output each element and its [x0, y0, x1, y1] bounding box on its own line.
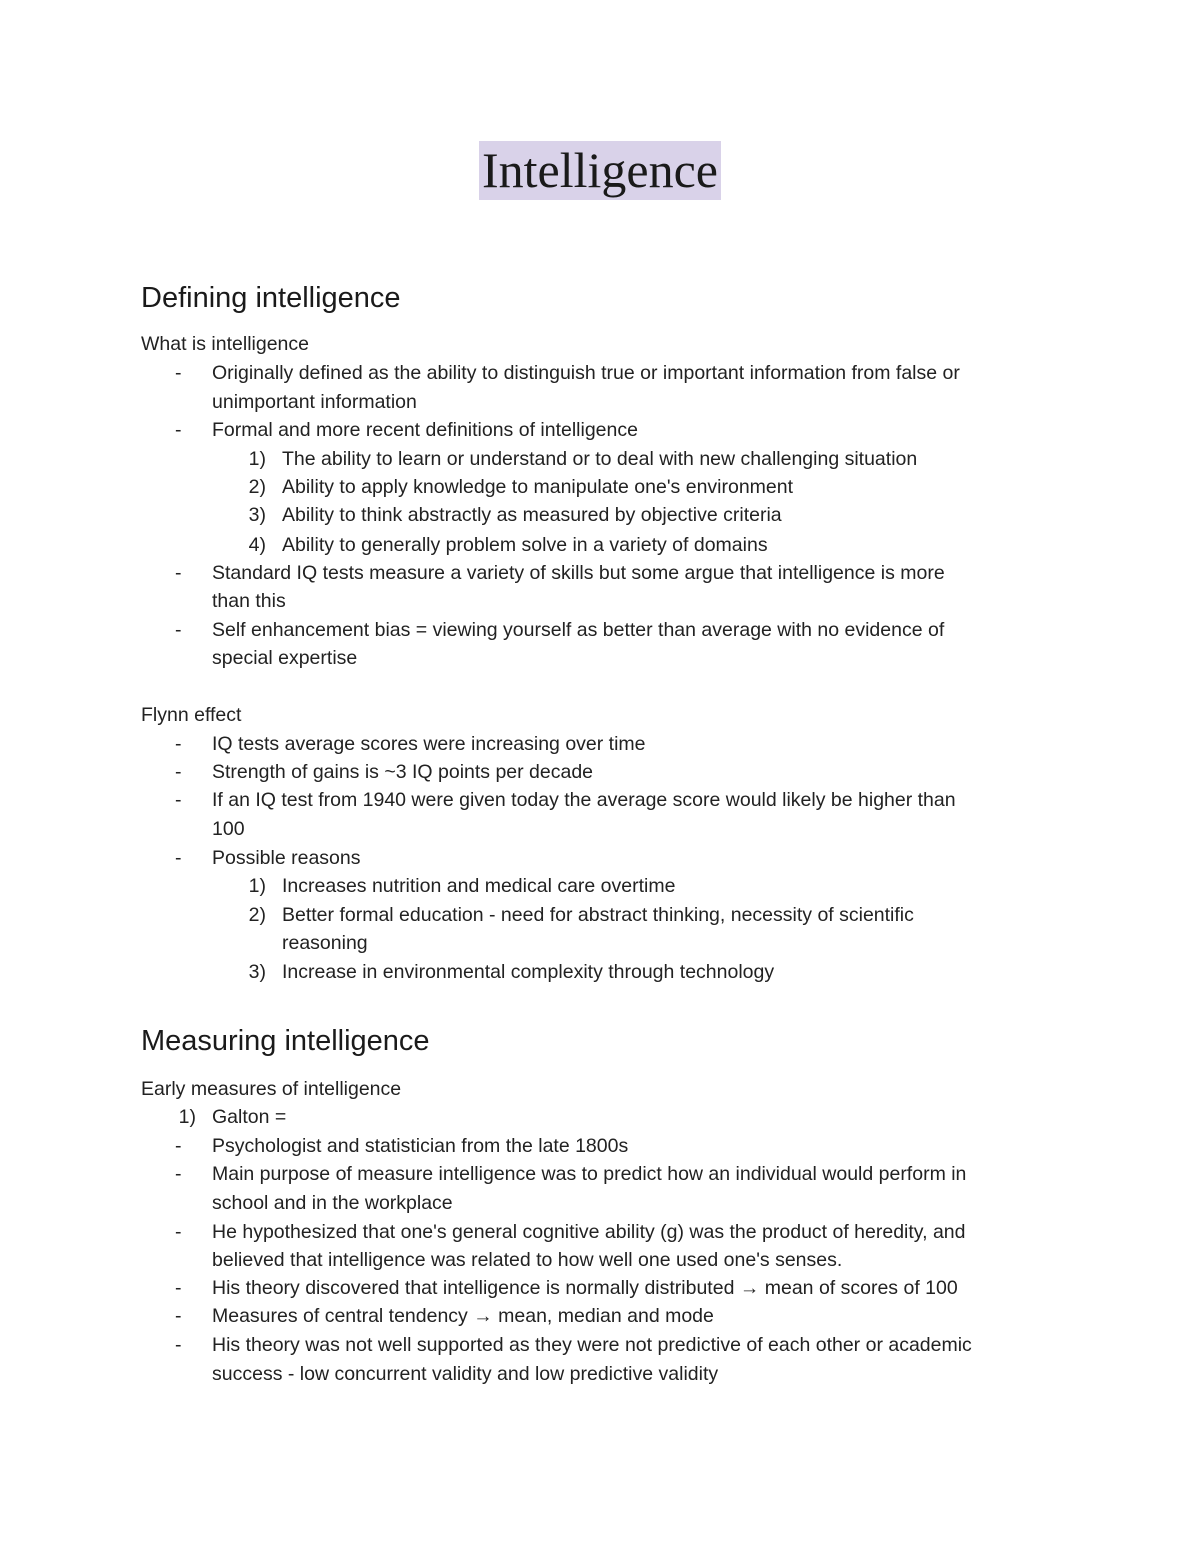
list-item-line: than this	[212, 590, 286, 612]
number-marker: 1)	[248, 448, 266, 470]
list-item-line: Possible reasons	[212, 847, 361, 869]
numbered-item: Galton =	[212, 1106, 287, 1128]
list-item-line: His theory was not well supported as they were not predictive of each other or academic	[212, 1334, 972, 1356]
bullet-marker: -	[175, 761, 182, 783]
bullet-marker: -	[175, 1334, 182, 1356]
list-item-line: He hypothesized that one's general cognitive ability (g) was the product of heredity, and	[212, 1221, 966, 1243]
document-title: Intelligence	[479, 141, 721, 200]
numbered-item: Increase in environmental complexity through technology	[282, 961, 775, 983]
numbered-item: Increases nutrition and medical care overtime	[282, 875, 676, 897]
number-marker: 1)	[178, 1106, 196, 1128]
list-item-line: Formal and more recent definitions of intelligence	[212, 419, 638, 441]
list-item-line: Strength of gains is ~3 IQ points per decade	[212, 761, 594, 783]
bullet-marker: -	[175, 419, 182, 441]
number-marker: 3)	[248, 504, 266, 526]
number-marker: 1)	[248, 875, 266, 897]
list-item-line: Measures of central tendency → mean, median and mode	[212, 1305, 714, 1327]
label-what-is-intelligence: What is intelligence	[141, 333, 309, 355]
list-item-line: Main purpose of measure intelligence was to predict how an individual would perform in	[212, 1163, 967, 1185]
bullet-marker: -	[175, 733, 182, 755]
list-item-line: unimportant information	[212, 391, 417, 413]
heading-measuring-intelligence: Measuring intelligence	[141, 1025, 430, 1057]
list-item-line: Self enhancement bias = viewing yourself as better than average with no evidence of	[212, 619, 945, 641]
numbered-item: Ability to generally problem solve in a variety of domains	[282, 534, 768, 556]
list-item-line: IQ tests average scores were increasing over time	[212, 733, 646, 755]
number-marker: 4)	[248, 534, 266, 556]
list-item-line: believed that intelligence was related to how well one used one's senses.	[212, 1249, 843, 1271]
bullet-marker: -	[175, 1221, 182, 1243]
numbered-item: Ability to apply knowledge to manipulate one's environment	[282, 476, 794, 498]
number-marker: 3)	[248, 961, 266, 983]
bullet-marker: -	[175, 362, 182, 384]
number-marker: 2)	[248, 476, 266, 498]
list-item-line: success - low concurrent validity and low predictive validity	[212, 1363, 719, 1385]
label-flynn-effect: Flynn effect	[141, 704, 242, 726]
numbered-item: Better formal education - need for abstract thinking, necessity of scientific	[282, 904, 914, 926]
numbered-item: Ability to think abstractly as measured by objective criteria	[282, 504, 782, 526]
bullet-marker: -	[175, 789, 182, 811]
list-item-line: Psychologist and statistician from the late 1800s	[212, 1135, 629, 1157]
list-item-line: His theory discovered that intelligence is normally distributed → mean of scores of 100	[212, 1277, 958, 1299]
list-item-line: special expertise	[212, 647, 358, 669]
list-item-line: school and in the workplace	[212, 1192, 453, 1214]
heading-defining-intelligence: Defining intelligence	[141, 282, 401, 314]
numbered-item: reasoning	[282, 932, 368, 954]
bullet-marker: -	[175, 1135, 182, 1157]
numbered-item: The ability to learn or understand or to deal with new challenging situation	[282, 448, 918, 470]
bullet-marker: -	[175, 619, 182, 641]
label-early-measures: Early measures of intelligence	[141, 1078, 402, 1100]
bullet-marker: -	[175, 1305, 182, 1327]
list-item-line: Originally defined as the ability to distinguish true or important information from false or	[212, 362, 960, 384]
number-marker: 2)	[248, 904, 266, 926]
bullet-marker: -	[175, 1163, 182, 1185]
list-item-line: If an IQ test from 1940 were given today the average score would likely be higher than	[212, 789, 956, 811]
list-item-line: Standard IQ tests measure a variety of skills but some argue that intelligence is more	[212, 562, 945, 584]
bullet-marker: -	[175, 1277, 182, 1299]
bullet-marker: -	[175, 847, 182, 869]
list-item-line: 100	[212, 818, 245, 840]
bullet-marker: -	[175, 562, 182, 584]
title-container	[0, 141, 1200, 200]
